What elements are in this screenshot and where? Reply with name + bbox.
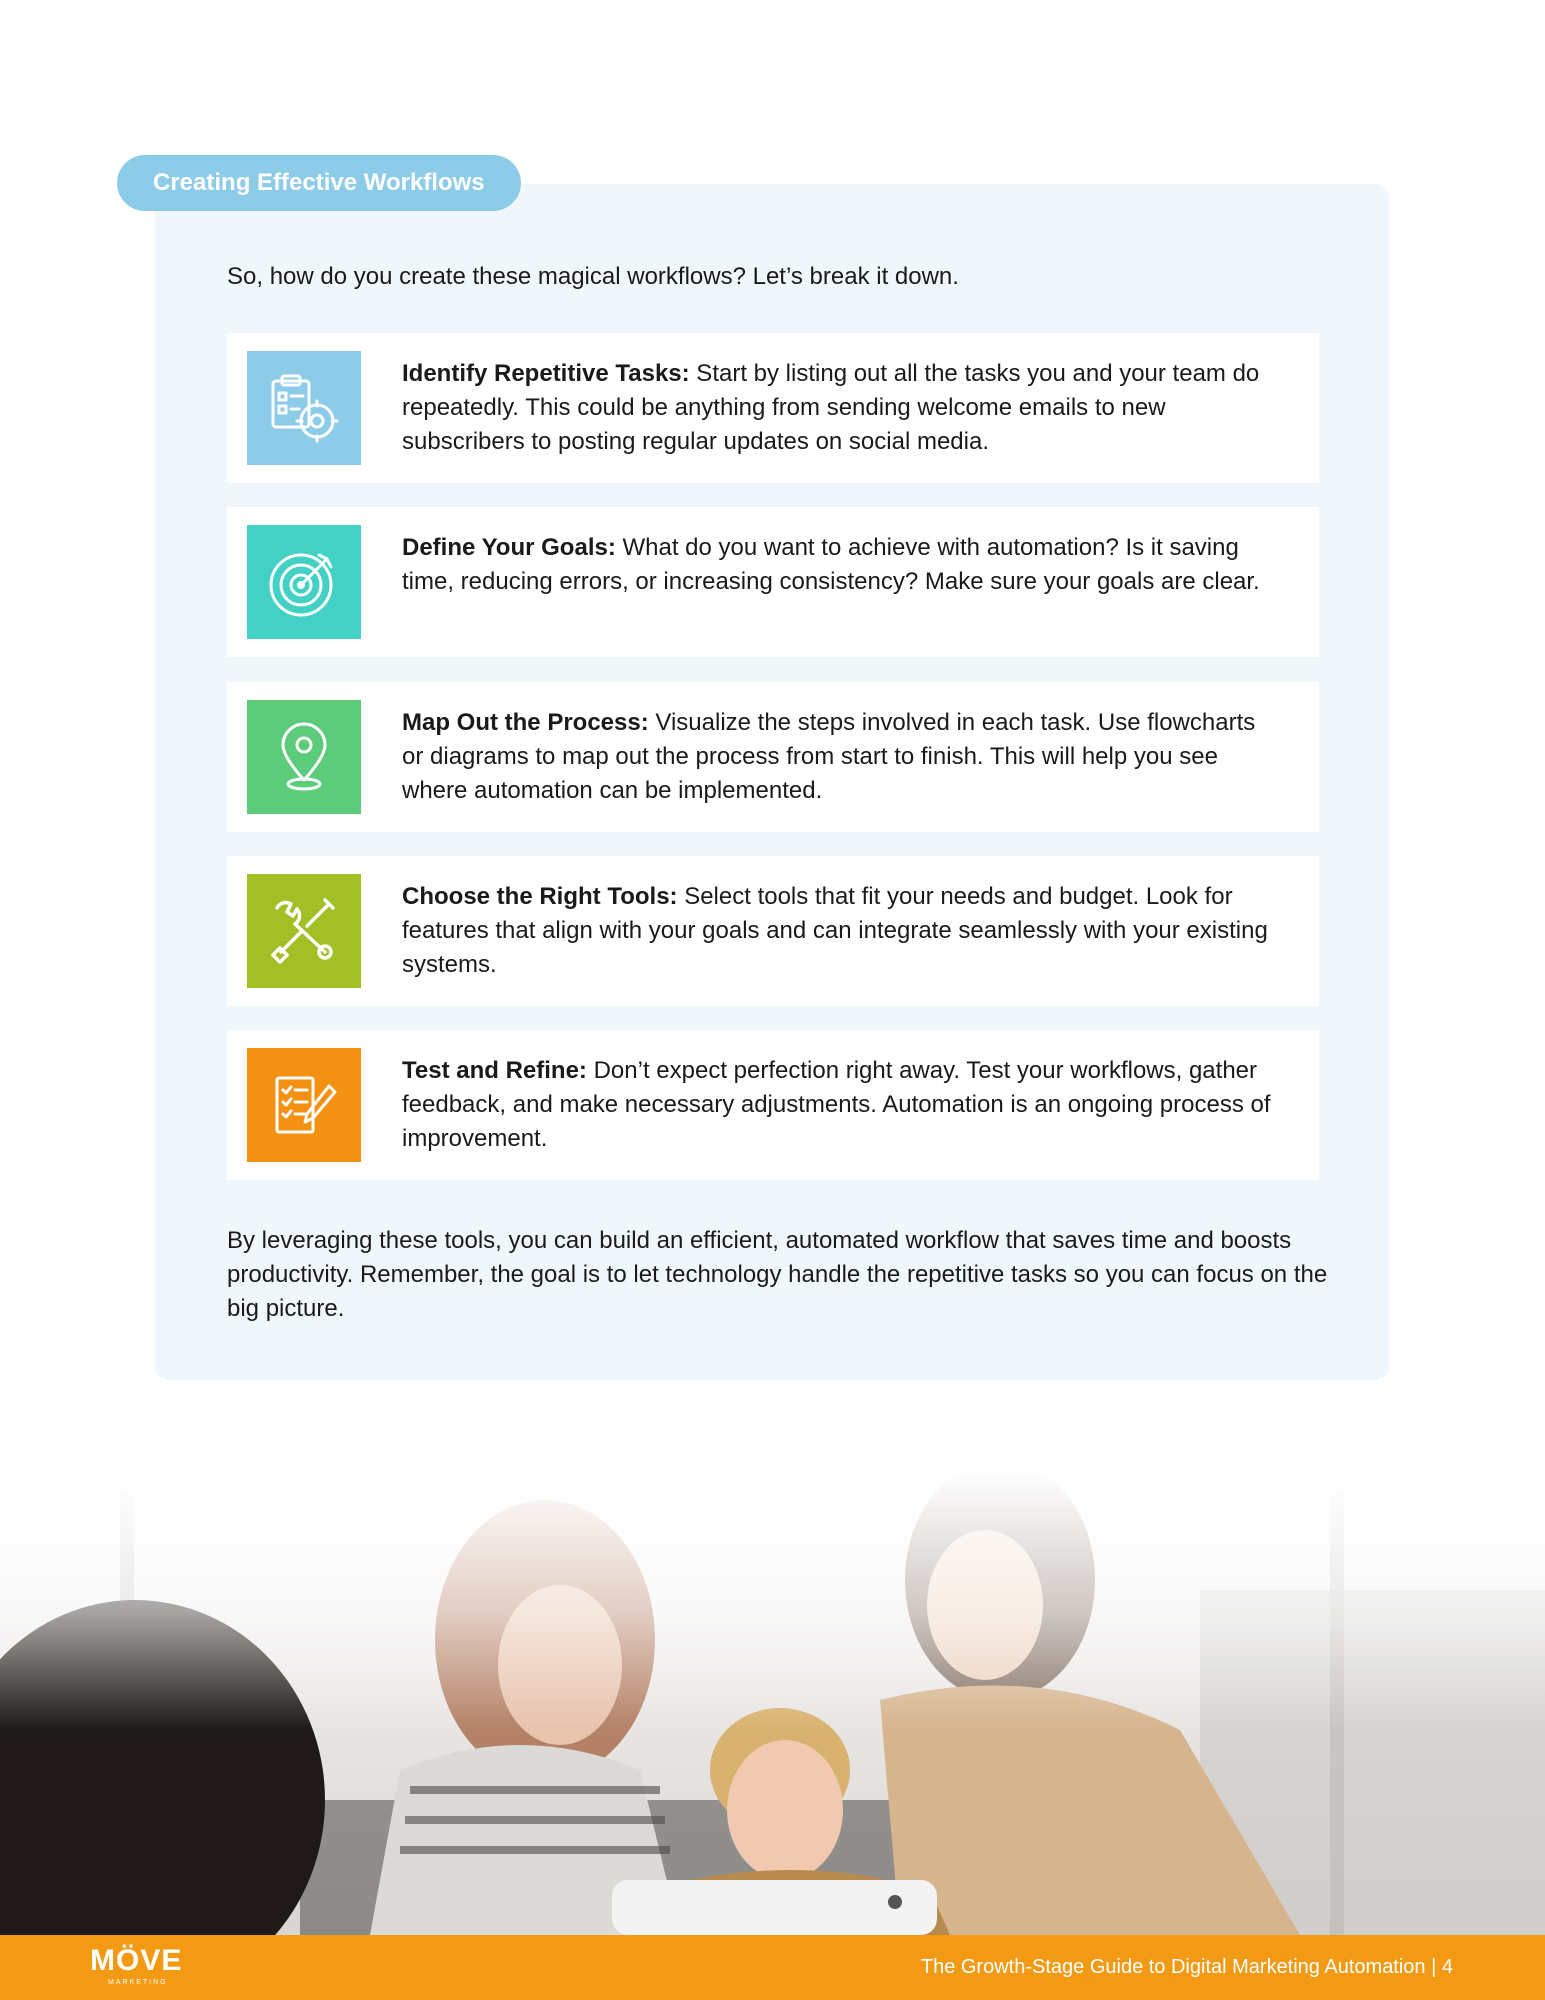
footer-bar	[0, 1935, 1545, 2000]
target-icon	[267, 545, 341, 619]
step-description: Start by listing out all the tasks you and your team do repeatedly. This could be anything from sending welcome emails to new subscribers to posting regular updates on social media.	[402, 360, 1260, 455]
outro-paragraph: By leveraging these tools, you can build an efficient, automated workflow that saves time and boosts productivity. Remember, the goal is to let technology handle the repetitive tasks so you can focus on the big picture.	[227, 1227, 1328, 1322]
intro-paragraph: So, how do you create these magical workflows? Let’s break it down.	[227, 263, 959, 290]
team-photo	[0, 1470, 1545, 1935]
step-description: What do you want to achieve with automation? Is it saving time, reducing errors, or increasing consistency? Make sure your goals are clear.	[402, 534, 1260, 595]
step-text	[402, 357, 1282, 459]
clipboard-gear-icon	[267, 371, 341, 445]
section-title: Creating Effective Workflows	[117, 155, 521, 211]
step-title: Map Out the Process:	[402, 709, 649, 736]
step-text	[402, 531, 1282, 599]
step-card	[227, 333, 1319, 483]
step-text	[402, 706, 1282, 808]
step-title: Choose the Right Tools:	[402, 883, 678, 910]
tools-icon	[267, 894, 341, 968]
brand-logo-sub: MARKETING	[108, 1979, 168, 1986]
step-title: Define Your Goals:	[402, 534, 616, 561]
photo-fade	[0, 1470, 1545, 1730]
step-icon-box	[247, 874, 361, 988]
step-card	[227, 856, 1319, 1006]
step-card	[227, 1030, 1319, 1180]
step-text	[402, 1054, 1282, 1156]
checklist-pencil-icon	[267, 1068, 341, 1142]
footer-page-label: The Growth-Stage Guide to Digital Marketing Automation | 4	[920, 1956, 1453, 1978]
map-pin-icon	[267, 720, 341, 794]
step-title: Test and Refine:	[402, 1057, 587, 1084]
step-icon-box	[247, 351, 361, 465]
step-icon-box	[247, 700, 361, 814]
step-text	[402, 880, 1282, 982]
step-card	[227, 682, 1319, 832]
step-title: Identify Repetitive Tasks:	[402, 360, 690, 387]
step-icon-box	[247, 525, 361, 639]
step-card	[227, 507, 1319, 657]
brand-logo: MÖVE	[90, 1944, 183, 1977]
step-description: Select tools that fit your needs and budget. Look for features that align with your goals and can integrate seamlessly with your existing systems.	[402, 883, 1268, 978]
step-description: Visualize the steps involved in each task. Use flowcharts or diagrams to map out the process from start to finish. This will help you see where automation can be implemented.	[402, 709, 1256, 804]
step-icon-box	[247, 1048, 361, 1162]
step-description: Don’t expect perfection right away. Test your workflows, gather feedback, and make necessary adjustments. Automation is an ongoing process of improvement.	[402, 1057, 1271, 1152]
